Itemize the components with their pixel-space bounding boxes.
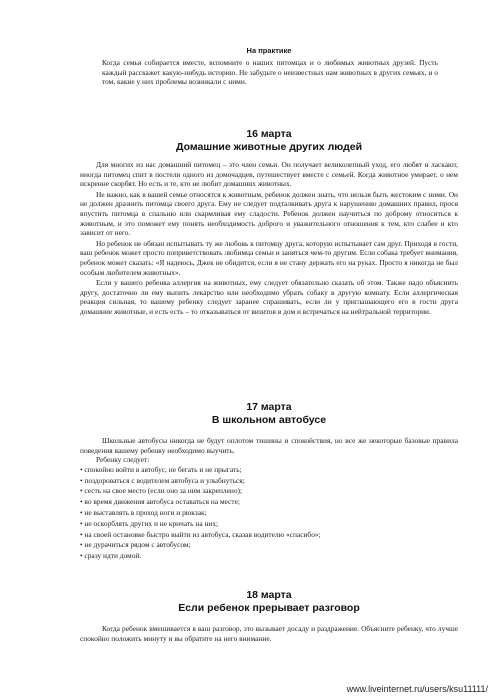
list-item: • не дурачиться рядом с автобусом; xyxy=(80,540,191,550)
paragraph: Для многих из нас домашний питомец – это член семьи. Он получает великолепный уход, его любят и ласкают, иногда питомец спит в постели одного из домочадцев, путешествует вместе с семьей. Когда животное умирает, о нем искренне скорбят. Но есть и те, кто не любит домашних животных. xyxy=(80,160,458,189)
section-march-17 xyxy=(80,401,458,427)
section-march-16 xyxy=(80,128,458,154)
section-march-17-body xyxy=(80,436,458,562)
practice-box xyxy=(80,46,458,87)
section-title: Домашние животные других людей xyxy=(175,141,363,153)
paragraph: Если у вашего ребенка аллергия на животных, ему следует обязательно сказать об этом. Также надо объяснить другу, достаточно ли ему выпить лекарство или необходимо убрать собаку в другую комнату. Если аллергическая реакция сильная, то вашему ребенку следует заранее спрашивать, если ли у приглашающего его в гости друга домашние животные, и есть есть – то отказываться от визитов в дом и встречаться на нейтральной территории. xyxy=(80,278,458,316)
list-item: • спокойно войти в автобус, не бегать и не прыгать; xyxy=(80,464,242,474)
paragraph: Но ребенок не обязан испытывать ту же любовь к питомцу друга, которую испытывает сам друг. Приходя в гости, ваш ребенок может просто поприветствовать любимца семьи и заняться чем-то другим. Если собака требует внимания, ребенок может сказать: «Я надеюсь, Джек не обидится, если я не стану держать его на руках. Просто я никогда не был особым любителем животных». xyxy=(80,238,458,277)
list-item: • не оскорблять других и не кричать на них; xyxy=(80,518,219,528)
list-item: • на своей остановке быстро выйти из автобуса, сказав водителю «спасибо»; xyxy=(80,529,321,539)
list-item: • сразу идти домой. xyxy=(80,551,142,561)
section-march-18 xyxy=(80,589,458,615)
section-date: 16 марта xyxy=(246,128,292,140)
source-url: www.liveinternet.ru/users/ksu11111/ xyxy=(346,684,488,694)
list-item: • поздороваться с водителем автобуса и улыбнуться; xyxy=(80,475,245,485)
section-title: Если ребенок прерывает разговор xyxy=(178,602,360,614)
paragraph: Школьные автобусы никогда не будут оплотом тишины и спокойствия, но все же некоторые базовые правила поведения вашему ребенку необходимо выучить. xyxy=(80,436,458,455)
practice-heading: На практике xyxy=(246,46,292,55)
rules-list xyxy=(80,465,458,562)
list-item: • сесть на свое место (если оно за ним закреплено); xyxy=(80,486,243,496)
section-march-18-body xyxy=(80,624,458,643)
section-date: 17 марта xyxy=(246,401,292,413)
section-title: В школьном автобусе xyxy=(211,414,327,426)
list-item: • не выставлять в проход ноги и рюкзак; xyxy=(80,507,207,517)
list-lead: Ребенку следует: xyxy=(96,455,150,465)
paragraph: Когда ребенок вмешивается в ваш разговор, это вызывает досаду и раздражение. Объясните ребенку, что лучше спокойно положить минуту и вы обратите на него внимание. xyxy=(80,624,458,643)
paragraph: Не важно, как в вашей семье относятся к животным, ребенок должен знать, что нельзя быть жестоким с ними. Он не должен дразнить питомца своего друга. Ему не следует подталкивать друга к нарушению домашних правил, прося впустить питомца в спальню или скармливая ему сладости. Ребенок должен научиться по доброму относиться к животным, и это поможет ему понять необходимость доброго и уважительного отношения к тем, кто слабее и кто зависит от него. xyxy=(80,189,458,238)
section-march-16-body xyxy=(80,160,458,317)
list-item: • во время движения автобуса оставаться на месте; xyxy=(80,497,240,507)
practice-text: Когда семья собирается вместе, вспомните о наших питомцах и о любимых животных друзей. Пусть каждый расскажет какую-нибудь историю. Не забудьте о неизвестных нам животных в других семьях, и о том, какие у них проблемы возникали с ними. xyxy=(102,58,438,87)
section-date: 18 марта xyxy=(246,589,292,601)
